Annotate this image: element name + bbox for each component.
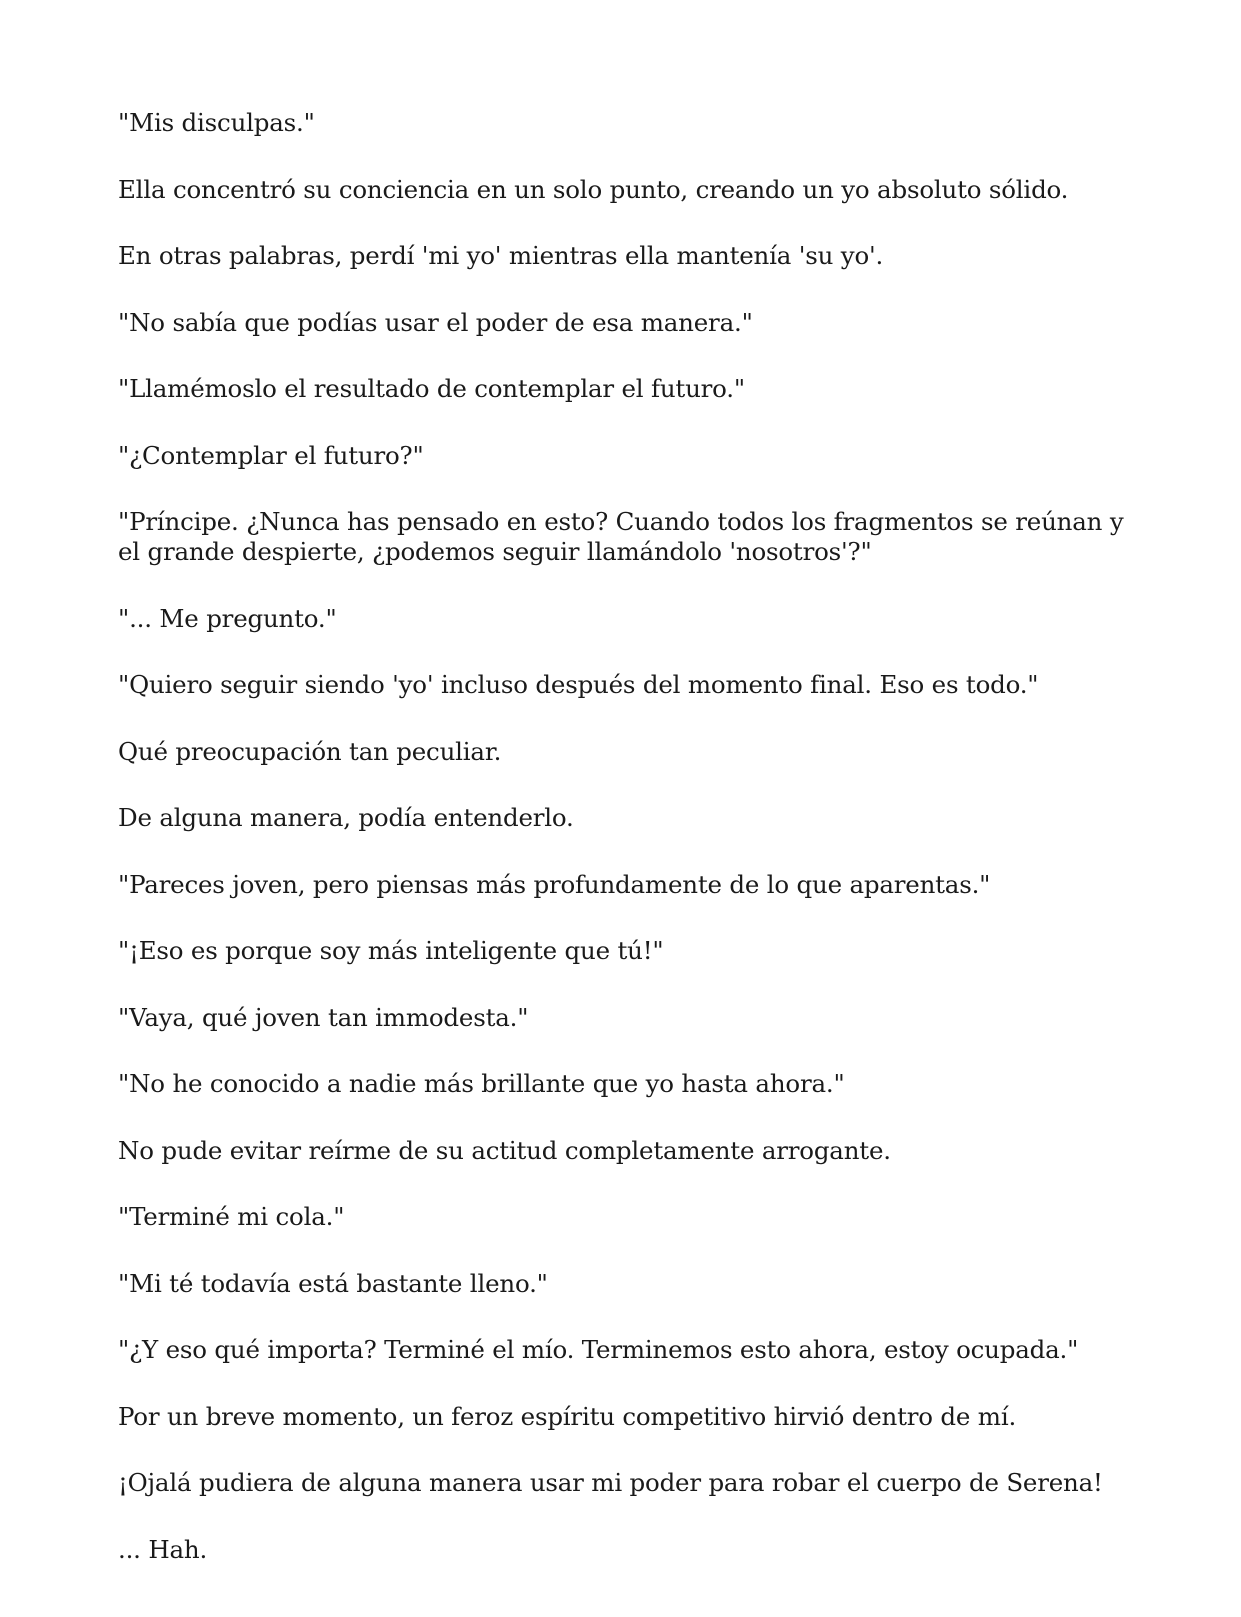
paragraph: "¡Eso es porque soy más inteligente que tú!" xyxy=(118,936,664,965)
paragraph: "Llamémoslo el resultado de contemplar el futuro." xyxy=(118,374,745,403)
paragraph: "Mis disculpas." xyxy=(118,108,315,137)
paragraph: Qué preocupación tan peculiar. xyxy=(118,736,502,766)
paragraph: En otras palabras, perdí 'mi yo' mientras ella mantenía 'su yo'. xyxy=(118,241,884,270)
paragraph: De alguna manera, podía entenderlo. xyxy=(118,803,574,832)
paragraph: "No sabía que podías usar el poder de esa manera." xyxy=(118,307,753,337)
paragraph: Por un breve momento, un feroz espíritu competitivo hirvió dentro de mí. xyxy=(118,1401,1017,1431)
paragraph: "Príncipe. ¿Nunca has pensado en esto? Cuando todos los fragmentos se reúnan y el grande despierte, ¿podemos seguir llamándolo 'nosotros'?" xyxy=(118,507,1124,566)
paragraph: "Mi té todavía está bastante lleno." xyxy=(118,1268,548,1298)
paragraph: ¡Ojalá pudiera de alguna manera usar mi poder para robar el cuerpo de Serena! xyxy=(118,1468,1103,1497)
paragraph: "No he conocido a nadie más brillante que yo hasta ahora." xyxy=(118,1069,845,1098)
paragraph: ... Hah. xyxy=(118,1534,208,1564)
paragraph: No pude evitar reírme de su actitud completamente arrogante. xyxy=(118,1135,891,1165)
paragraph: "¿Contemplar el futuro?" xyxy=(118,440,424,470)
paragraph: "Quiero seguir siendo 'yo' incluso después del momento final. Eso es todo." xyxy=(118,670,1039,699)
paragraph: "... Me pregunto." xyxy=(118,603,337,633)
paragraph: "Pareces joven, pero piensas más profundamente de lo que aparentas." xyxy=(118,869,991,899)
paragraph: "Vaya, qué joven tan immodesta." xyxy=(118,1002,529,1032)
paragraph: "Terminé mi cola." xyxy=(118,1202,345,1231)
paragraph: "¿Y eso qué importa? Terminé el mío. Terminemos esto ahora, estoy ocupada." xyxy=(118,1335,1079,1364)
paragraph: Ella concentró su conciencia en un solo punto, creando un yo absoluto sólido. xyxy=(118,174,1069,204)
document-body xyxy=(118,108,1128,1601)
